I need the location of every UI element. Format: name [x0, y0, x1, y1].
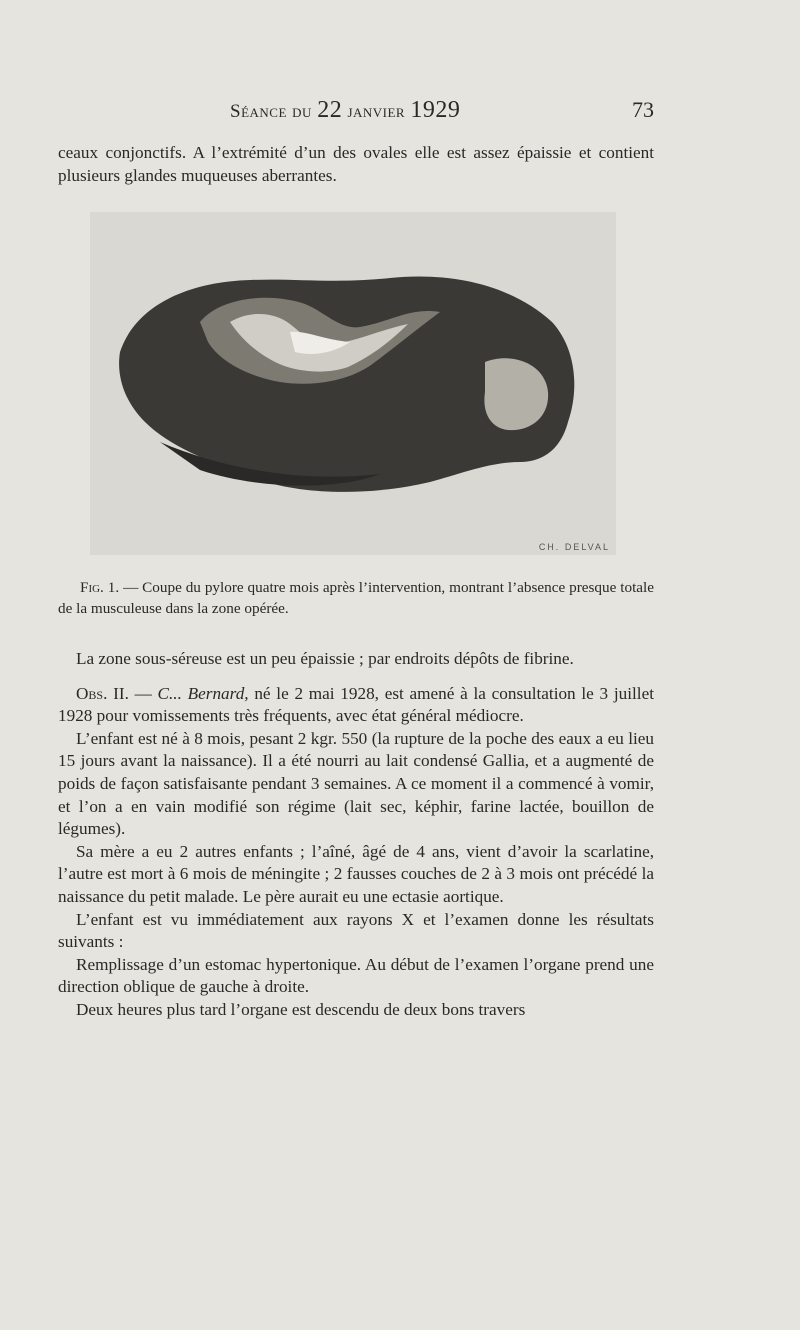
obs-dash: —: [128, 683, 158, 703]
paragraph-5: L’enfant est vu immédiatement aux rayons X et l’examen donne les résultats suivants :: [58, 909, 654, 952]
header-seance: Séance du: [230, 101, 312, 122]
header-day: 22: [317, 97, 343, 123]
page-number: 73: [632, 97, 654, 122]
paragraph-1: La zone sous-séreuse est un peu épaissie ; par endroits dépôts de fibrine.: [76, 649, 574, 668]
top-paragraph: [58, 142, 654, 187]
paragraph-6: Remplissage d’un estomac hypertonique. Au début de l’examen l’organe prend une direction oblique de gauche à droite.: [58, 954, 654, 997]
obs-name: C... Bernard,: [157, 683, 249, 703]
caption-text: — Coupe du pylore quatre mois après l’intervention, montrant l’absence presque totale de la musculeuse dans la zone opérée.: [58, 579, 654, 617]
top-text: ceaux conjonctifs. A l’extrémité d’un des ovales elle est assez épaissie et contient plusieurs glandes muqueuses aberrantes.: [58, 143, 654, 185]
obs-label: Obs. II.: [76, 683, 129, 703]
figure-1: [90, 212, 616, 555]
caption-label: Fig. 1.: [80, 579, 120, 596]
figure-caption: [58, 577, 654, 619]
paragraph-obs: [58, 683, 654, 728]
header-year: 1929: [410, 97, 461, 123]
histology-photo: [90, 212, 616, 555]
header-month: janvier: [347, 101, 406, 122]
running-header: [230, 97, 654, 129]
header-title: [230, 97, 460, 124]
paragraph-3: L’enfant est né à 8 mois, pesant 2 kgr. 550 (la rupture de la poche des eaux a eu lieu 15 jours avant la naissance). Il a été nourri au lait condensé Gallia, et a augmenté de poids de façon satisfaisante pendant 3 semaines. A ce moment il a commencé à vomir, et l’on a en vain modifié son régime (lait sec, képhir, farine lactée, bouillon de légumes).: [58, 728, 654, 839]
body-text: [58, 648, 654, 1022]
obs-text: né le 2 mai 1928, est amené à la consultation le 3 juillet 1928 pour vomissements très fréquents, avec état général médiocre.: [58, 683, 654, 726]
paragraph-4: Sa mère a eu 2 autres enfants ; l’aîné, âgé de 4 ans, vient d’avoir la scarlatine, l’autre est mort à 6 mois de méningite ; 2 fausses couches de 2 à 3 mois ont précédé la naissance du petit malade. Le père aurait eu une ectasie aortique.: [58, 841, 654, 906]
paragraph-7: Deux heures plus tard l’organe est descendu de deux bons travers: [76, 999, 526, 1019]
figure-credit: CH. DELVAL: [538, 542, 610, 552]
